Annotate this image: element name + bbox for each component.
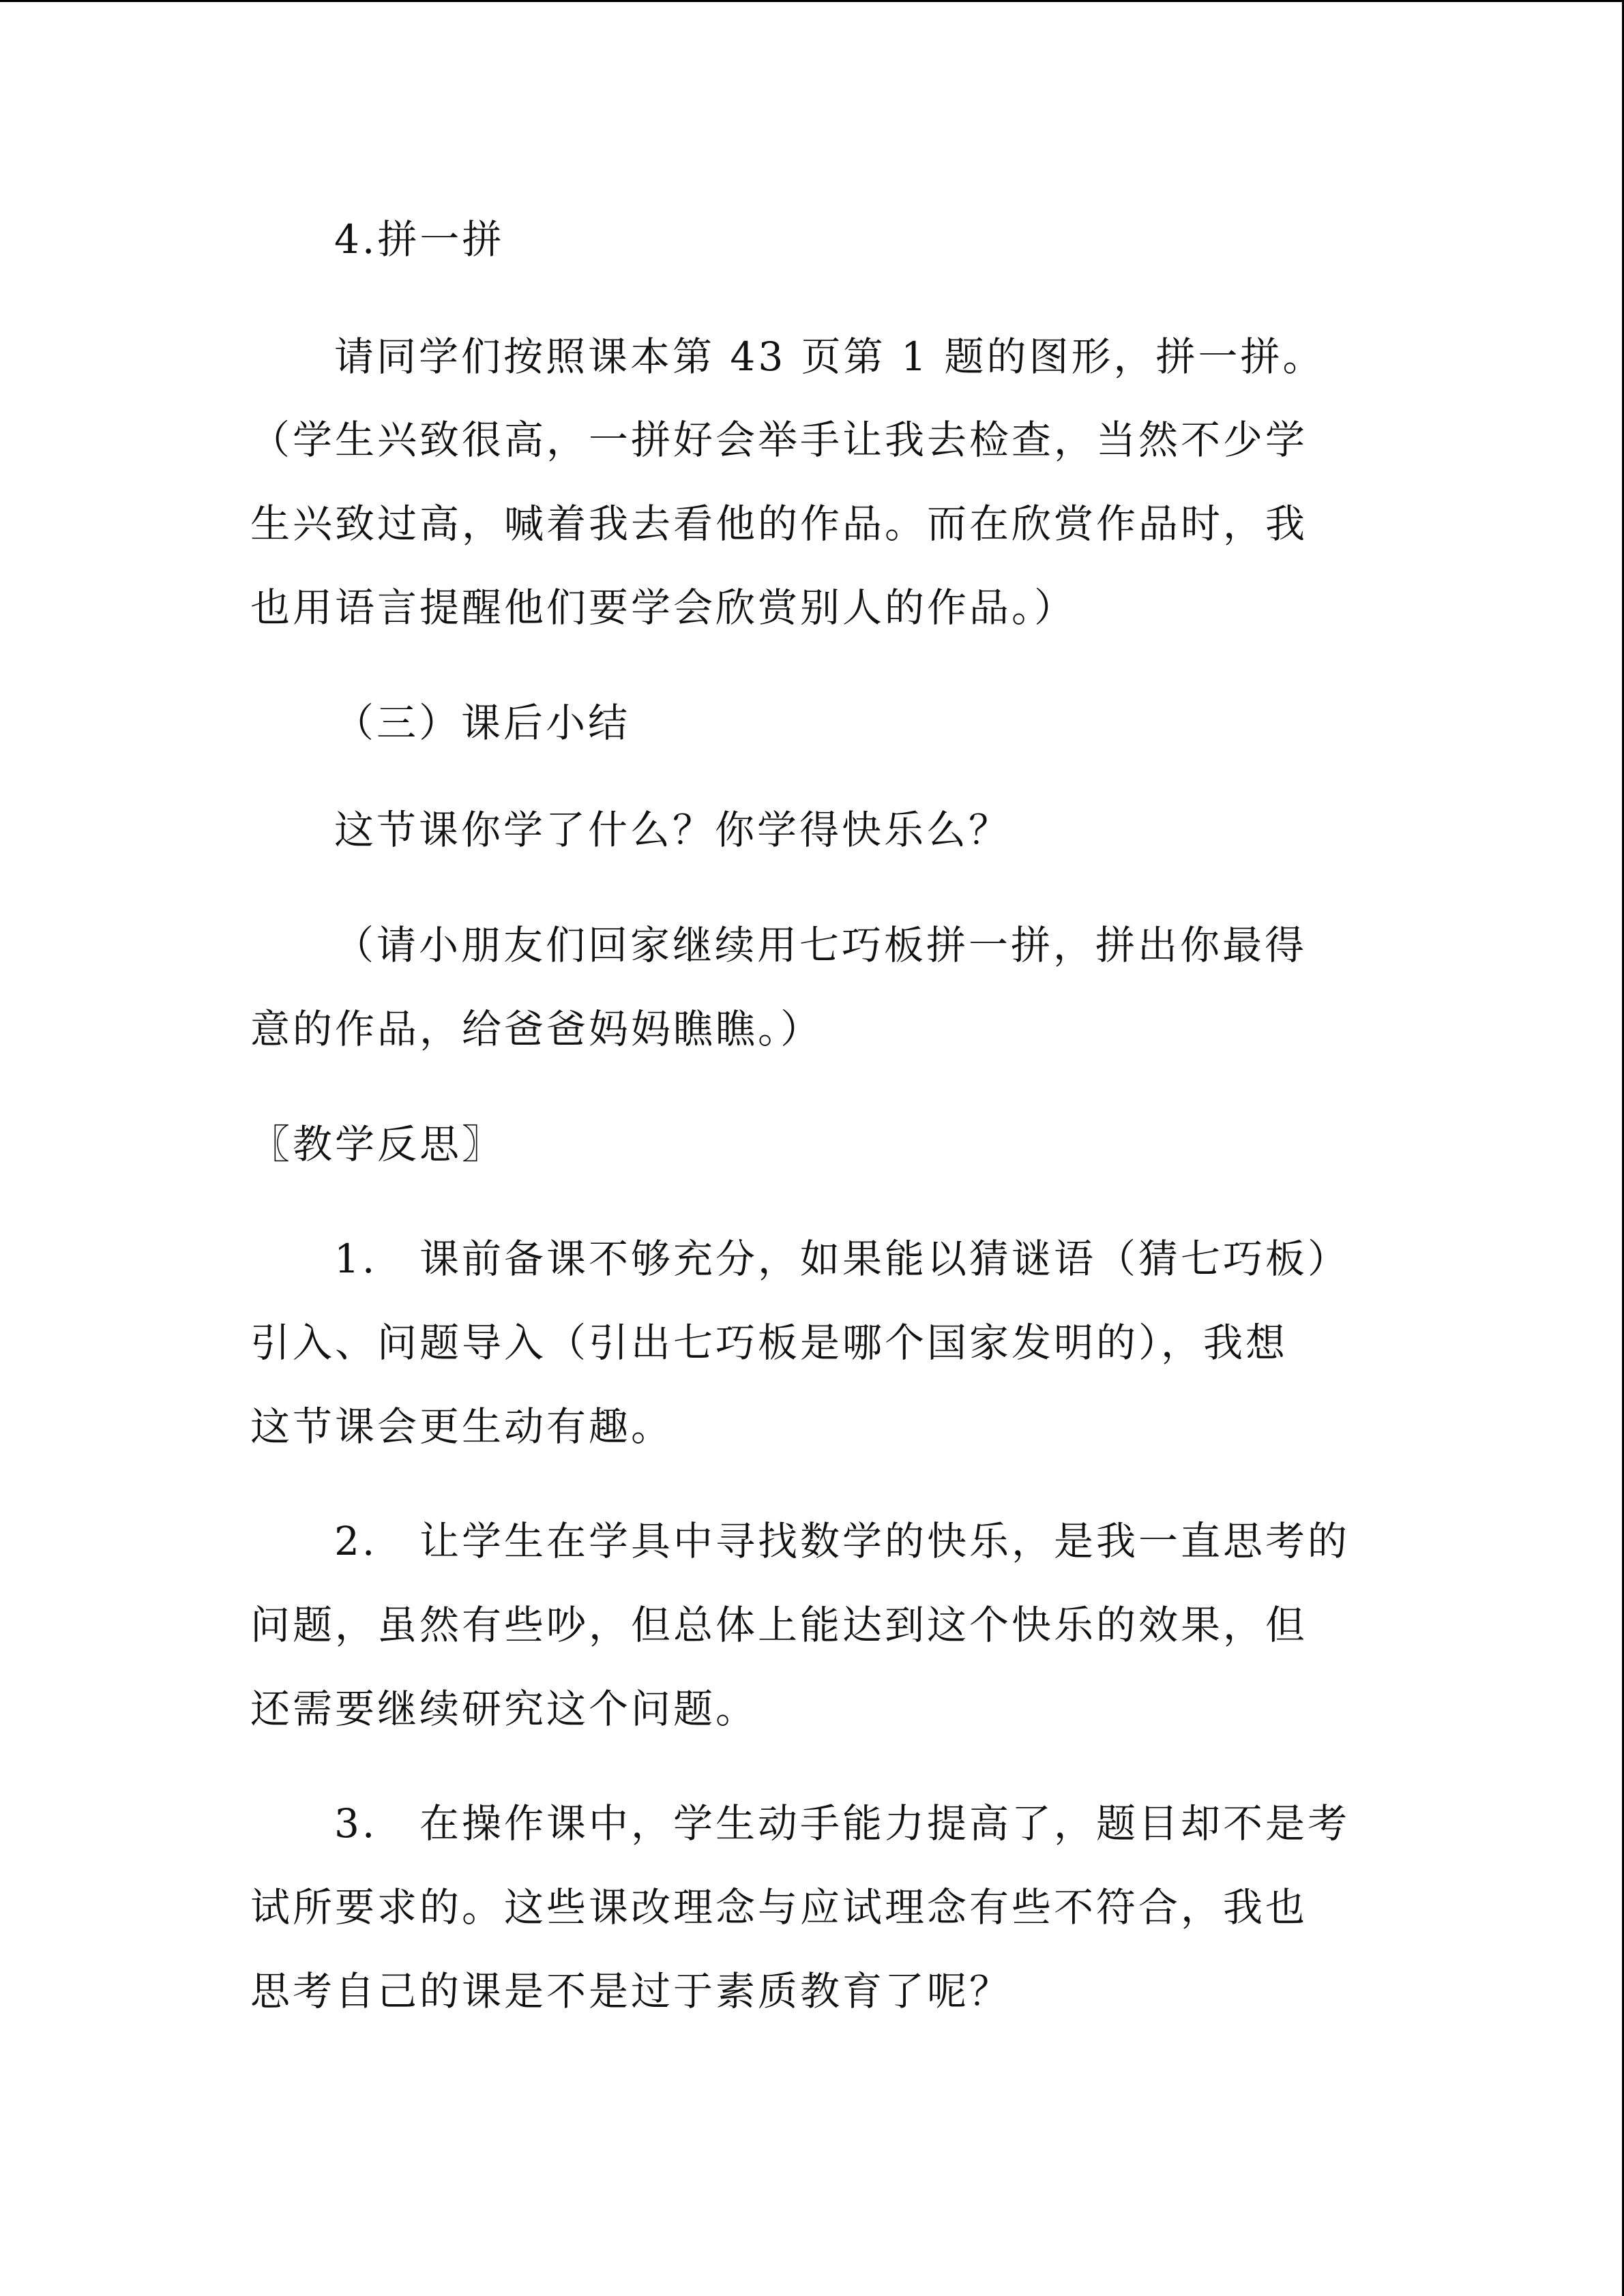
section4-paragraph-line-4: 也用语言提醒他们要学会欣赏别人的作品。） (250, 584, 1077, 631)
section4-paragraph-line-2: （学生兴致很高，一拼好会举手让我去检查，当然不少学 (250, 417, 1308, 463)
reflection-1-line-2: 引入、问题导入（引出七巧板是哪个国家发明的），我想 (250, 1320, 1288, 1366)
reflection-3-text: 在操作课中，学生动手能力提高了，题目却不是考 (419, 1800, 1350, 1847)
reflection-2-line-3: 还需要继续研究这个问题。 (250, 1686, 758, 1732)
section4-paragraph-line-1: 请同学们按照课本第 43 页第 1 题的图形，拼一拼。 (334, 333, 1325, 380)
page-edge-top (0, 0, 1624, 2)
section3-heading: （三）课后小结 (334, 700, 631, 746)
reflection-1-number: 1. (334, 1236, 378, 1282)
reflection-2-number: 2. (334, 1518, 378, 1564)
reflection-3-line-1 (334, 1800, 1350, 1847)
reflection-3-line-2: 试所要求的。这些课改理念与应试理念有些不符合，我也 (250, 1884, 1308, 1930)
reflection-2-line-1 (334, 1517, 1350, 1565)
section4-paragraph-line-3: 生兴致过高，喊着我去看他的作品。而在欣赏作品时，我 (250, 501, 1308, 547)
reflection-heading: 〖教学反思〗 (250, 1121, 505, 1167)
summary-note-line-2: 意的作品，给爸爸妈妈瞧瞧。） (250, 1006, 823, 1052)
reflection-3-number: 3. (334, 1800, 378, 1847)
reflection-1-line-1 (334, 1235, 1350, 1283)
summary-note-line-1: （请小朋友们回家继续用七巧板拼一拼，拼出你最得 (334, 922, 1308, 968)
reflection-1-text: 课前备课不够充分，如果能以猜谜语（猜七巧板） (419, 1236, 1350, 1282)
reflection-2-line-2: 问题，虽然有些吵，但总体上能达到这个快乐的效果，但 (250, 1602, 1308, 1648)
reflection-3-line-3: 思考自己的课是不是过于素质教育了呢？ (250, 1968, 1012, 2014)
section4-heading: 4.拼一拼 (334, 216, 505, 263)
reflection-2-text: 让学生在学具中寻找数学的快乐，是我一直思考的 (419, 1518, 1350, 1564)
reflection-1-line-3: 这节课会更生动有趣。 (250, 1403, 674, 1450)
summary-question: 这节课你学了什么？你学得快乐么？ (334, 807, 1012, 853)
